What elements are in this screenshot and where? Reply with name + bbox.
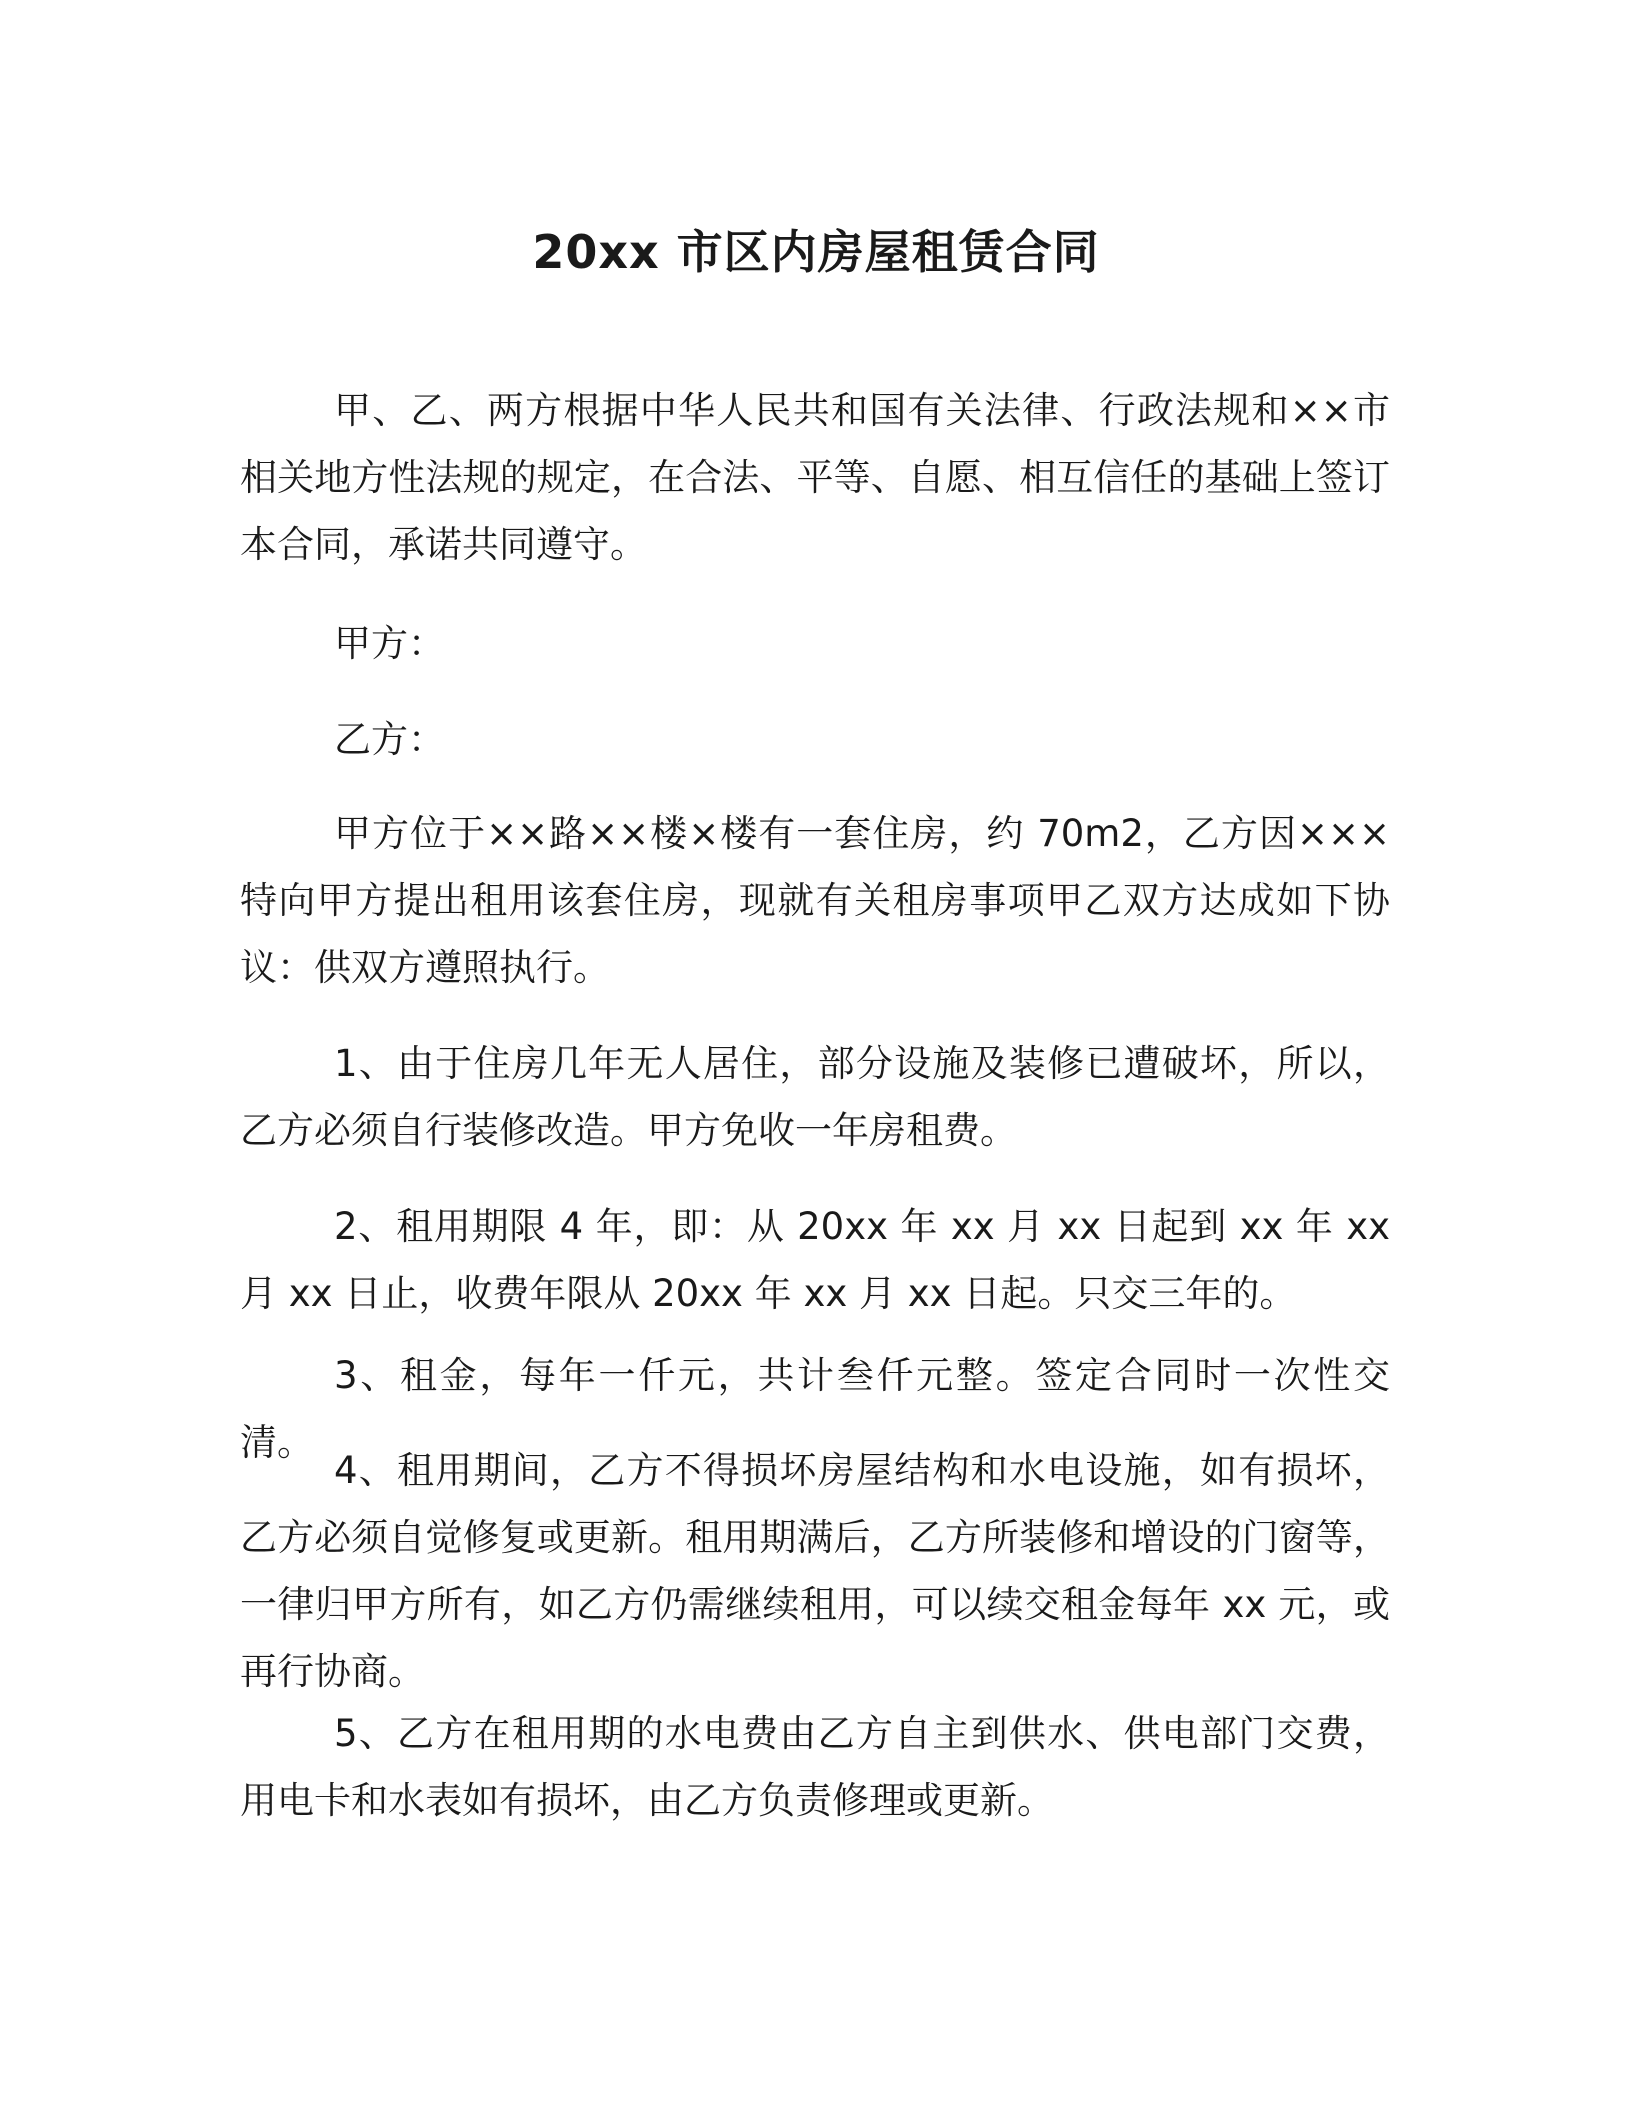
clause-2: 2、租用期限 4 年，即：从 20xx 年 xx 月 xx 日起到 xx 年 xx 月 xx 日止，收费年限从 20xx 年 xx 月 xx 日起。只交三年的。: [240, 1205, 1390, 1315]
premises-paragraph: 甲方位于××路××楼×楼有一套住房，约 70m2，乙方因×××特向甲方提出租用该套住房，现就有关租房事项甲乙双方达成如下协议：供双方遵照执行。: [240, 812, 1390, 989]
clause-5: 5、乙方在租用期的水电费由乙方自主到供水、供电部门交费，用电卡和水表如有损坏，由乙方负责修理或更新。: [240, 1712, 1390, 1822]
party-a-line: 甲方：: [334, 622, 445, 665]
clause-3: 3、租金，每年一仟元，共计叁仟元整。签定合同时一次性交清。: [240, 1354, 1390, 1464]
clause-4: 4、租用期间，乙方不得损坏房屋结构和水电设施，如有损坏，乙方必须自觉修复或更新。租用期满后，乙方所装修和增设的门窗等，一律归甲方所有，如乙方仍需继续租用，可以续交租金每年 xx 元，或再行协商。: [240, 1449, 1390, 1693]
document-title: 20xx 市区内房屋租赁合同: [532, 225, 1100, 279]
clause-1: 1、由于住房几年无人居住，部分设施及装修已遭破坏，所以，乙方必须自行装修改造。甲方免收一年房租费。: [240, 1042, 1390, 1152]
intro-paragraph: 甲、乙、两方根据中华人民共和国有关法律、行政法规和××市相关地方性法规的规定，在合法、平等、自愿、相互信任的基础上签订本合同，承诺共同遵守。: [240, 389, 1390, 566]
party-b-line: 乙方：: [334, 718, 445, 761]
